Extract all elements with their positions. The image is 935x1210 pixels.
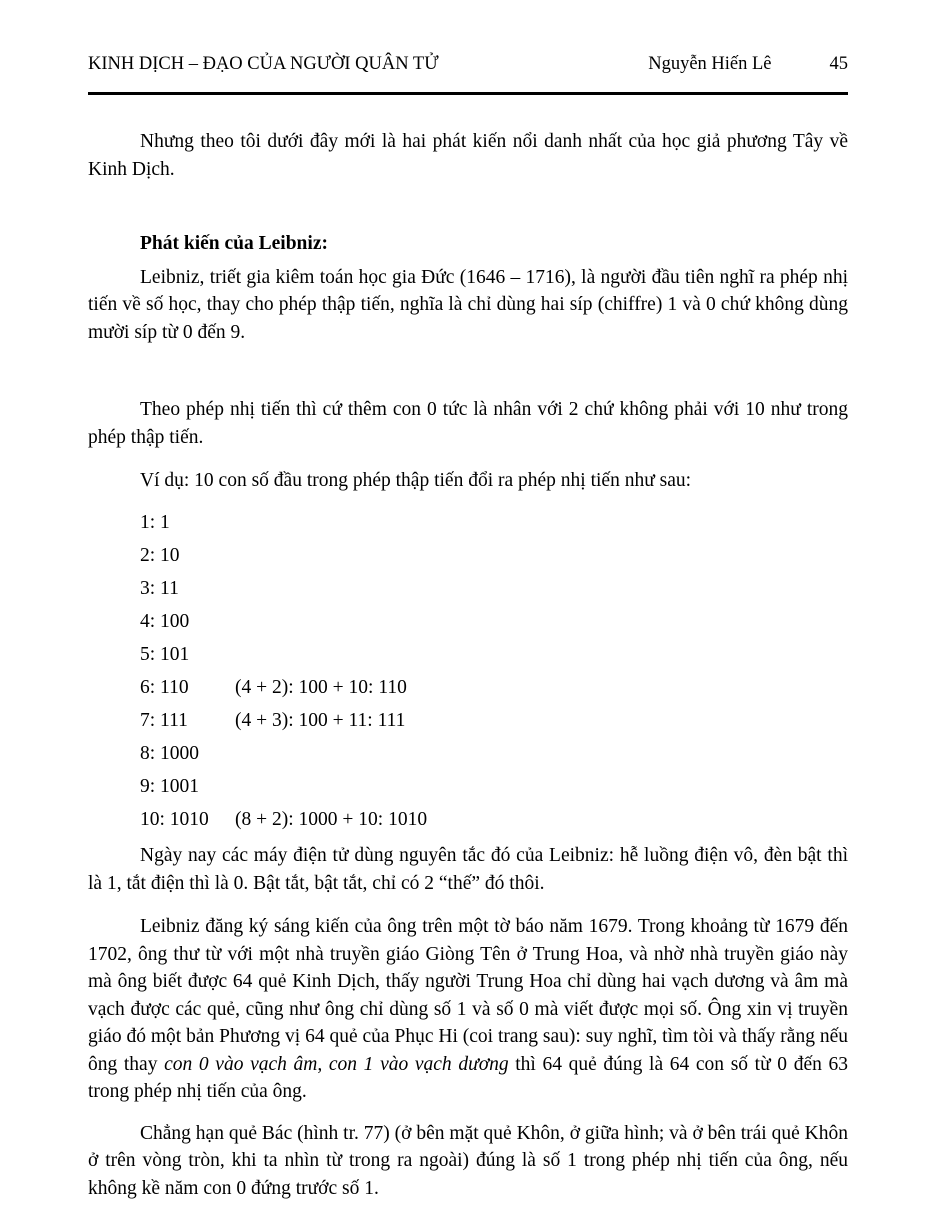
list-item-value: 10: 1010 <box>140 808 209 830</box>
list-item-value: 6: 110 <box>140 676 189 698</box>
list-item-note <box>235 575 848 603</box>
list-item <box>140 806 848 834</box>
list-item <box>140 509 848 537</box>
list-item <box>140 740 848 768</box>
list-item <box>140 575 848 603</box>
list-item <box>140 773 848 801</box>
book-title: KINH DỊCH – ĐẠO CỦA NGƯỜI QUÂN TỬ <box>88 54 439 74</box>
paragraph-electronics: Ngày nay các máy điện tử dùng nguyên tắc đó của Leibniz: hễ luồng điện vô, đèn bật thì là 1, tắt điện thì là 0. Bật tắt, bật tắt, chỉ có 2 “thế” đó thôi. <box>88 845 848 894</box>
list-item-note <box>235 509 848 537</box>
list-item-value: 8: 1000 <box>140 742 200 764</box>
list-item-value: 2: 10 <box>140 544 180 566</box>
list-item-note <box>235 641 848 669</box>
list-item-value: 1: 1 <box>140 511 170 533</box>
list-item <box>140 608 848 636</box>
list-item <box>140 641 848 669</box>
list-item-value: 9: 1001 <box>140 775 200 797</box>
paragraph-patent <box>88 913 848 1106</box>
list-item-note: (4 + 2): 100 + 10: 110 <box>235 676 407 698</box>
list-item-note <box>235 740 848 768</box>
paragraph-example-intro: Ví dụ: 10 con số đầu trong phép thập tiến đổi ra phép nhị tiến như sau: <box>140 470 692 491</box>
section-heading-leibniz: Phát kiến của Leibniz: <box>140 233 328 254</box>
patent-text-part2: thì 64 quẻ đúng là 64 con số từ 0 đến 63 trong phép nhị tiến của ông. <box>88 1053 848 1102</box>
patent-text-part1: Leibniz đăng ký sáng kiến của ông trên một tờ báo năm 1679. Trong khoảng từ 1679 đến 1702, ông thư từ với một nhà truyền giáo Giòng Tên ở Trung Hoa, và nhờ nhà truyền giáo này mà ông biết được 64 quẻ Kinh Dịch, thấy người Trung Hoa chỉ dùng hai vạch dương và âm mà vạch được các quẻ, cũng như ông chỉ dùng số 1 và số 0 mà viết được mọi số. Ông xin vị truyền giáo đó một bản Phương vị 64 quẻ của Phục Hi (coi trang sau): suy nghĩ, tìm tòi và thấy rằng nếu ông thay <box>88 916 848 1075</box>
list-item-value: 5: 101 <box>140 643 190 665</box>
paragraph-bac-hexagram: Chẳng hạn quẻ Bác (hình tr. 77) (ở bên mặt quẻ Khôn, ở giữa hình; và ở bên trái quẻ Khôn ở trên vòng tròn, khi ta nhìn từ trong ra ngoài) đúng là số 1 trong phép nhị tiến của ông, nếu không kề năm con 0 đứng trước số 1. <box>88 1122 848 1199</box>
paragraph-intro: Nhưng theo tôi dưới đây mới là hai phát kiến nổi danh nhất của học giả phương Tây về Kinh Dịch. <box>88 131 848 180</box>
list-item-value: 7: 111 <box>140 709 188 731</box>
list-item-value: 3: 11 <box>140 577 179 599</box>
list-item-note: (8 + 2): 1000 + 10: 1010 <box>235 808 428 830</box>
list-item <box>140 674 848 702</box>
binary-conversion-list <box>88 509 848 834</box>
page-header <box>88 52 848 76</box>
list-item-note: (4 + 3): 100 + 11: 111 <box>235 709 406 731</box>
paragraph-leibniz-bio: Leibniz, triết gia kiêm toán học gia Đức (1646 – 1716), là người đầu tiên nghĩ ra phép nhị tiến về số học, thay cho phép thập tiến, nghĩa là chỉ dùng hai síp (chiffre) 1 và 0 chứ không dùng mười síp từ 0 đến 9. <box>88 266 848 343</box>
header-divider-rule <box>88 92 848 95</box>
patent-text-italic: con 0 vào vạch âm, con 1 vào vạch dương <box>164 1053 509 1075</box>
list-item <box>140 542 848 570</box>
list-item-note <box>235 542 848 570</box>
list-item-value: 4: 100 <box>140 610 190 632</box>
list-item-note <box>235 608 848 636</box>
list-item <box>140 707 848 735</box>
header-right <box>648 52 848 76</box>
author-name: Nguyễn Hiến Lê <box>648 54 772 74</box>
list-item-note <box>235 773 848 801</box>
page-number: 45 <box>829 54 848 74</box>
paragraph-binary-rule: Theo phép nhị tiến thì cứ thêm con 0 tức là nhân với 2 chứ không phải với 10 như trong phép thập tiến. <box>88 399 848 448</box>
